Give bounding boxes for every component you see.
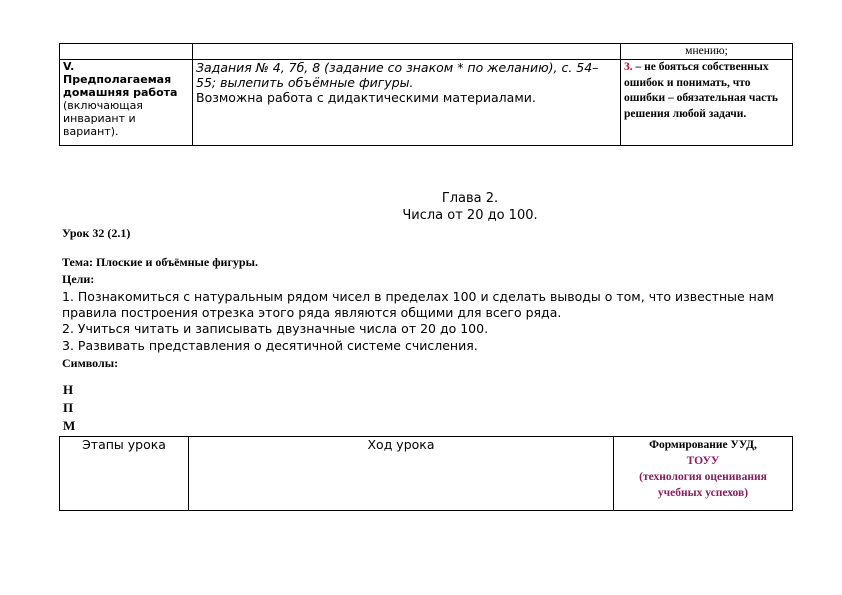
goal-item: 1. Познакомиться с натуральным рядом чисел в пределах 100 и сделать выводы о том, что известные нам правила построения отрезка этого ряда являются общими для всего ряда. — [62, 289, 774, 320]
lesson-table — [59, 436, 793, 511]
stage-note: (включающая инвариант и вариант). — [63, 99, 143, 138]
table-header-row — [60, 437, 793, 511]
symbols-label: Символы: — [62, 356, 119, 370]
table-row — [60, 44, 793, 60]
chapter-subtitle: Числа от 20 до 100. — [402, 208, 538, 223]
uud-number: 3. — [624, 61, 633, 73]
column-header-uud: Формирование УУД, — [649, 439, 757, 451]
homework-cell — [193, 60, 621, 146]
table-cell — [60, 437, 189, 511]
table-row — [60, 60, 793, 146]
symbol-item: Н — [63, 382, 74, 397]
goals-label: Цели: — [62, 272, 95, 286]
column-header-stages: Этапы урока — [82, 437, 166, 452]
table-cell — [621, 44, 793, 60]
uud-text: – не бояться собственных ошибок и понимать, что ошибки – обязательная часть решения любой задачи. — [624, 61, 778, 120]
symbol-item: П — [63, 400, 74, 415]
goal-item: 2. Учиться читать и записывать двузначные числа от 20 до 100. — [62, 321, 489, 336]
uud-cell — [621, 60, 793, 146]
stage-cell — [60, 60, 193, 146]
stage-title: Предполагаемая домашняя работа — [63, 73, 178, 99]
column-header-process: Ход урока — [367, 437, 435, 452]
lesson-topic: Тема: Плоские и объёмные фигуры. — [62, 255, 258, 269]
lesson-number: Урок 32 (2.1) — [62, 226, 131, 240]
stage-number: V. — [63, 60, 75, 73]
table-cell — [189, 437, 614, 511]
column-header-touu-note: (технология оценивания учебных успехов) — [639, 471, 767, 499]
uud-continuation: мнению; — [685, 45, 728, 57]
homework-table — [59, 43, 793, 146]
table-cell — [614, 437, 793, 511]
goal-item: 3. Развивать представления о десятичной системе счисления. — [62, 338, 478, 353]
table-cell — [60, 44, 193, 60]
table-cell — [193, 44, 621, 60]
symbol-item: М — [63, 418, 76, 433]
homework-note: Возможна работа с дидактическими материалами. — [196, 90, 536, 105]
column-header-touu: ТОУУ — [686, 455, 720, 467]
homework-task: Задания № 4, 7б, 8 (задание со знаком * по желанию), с. 54–55; вылепить объёмные фигуры. — [196, 60, 599, 90]
chapter-title: Глава 2. — [441, 191, 499, 206]
